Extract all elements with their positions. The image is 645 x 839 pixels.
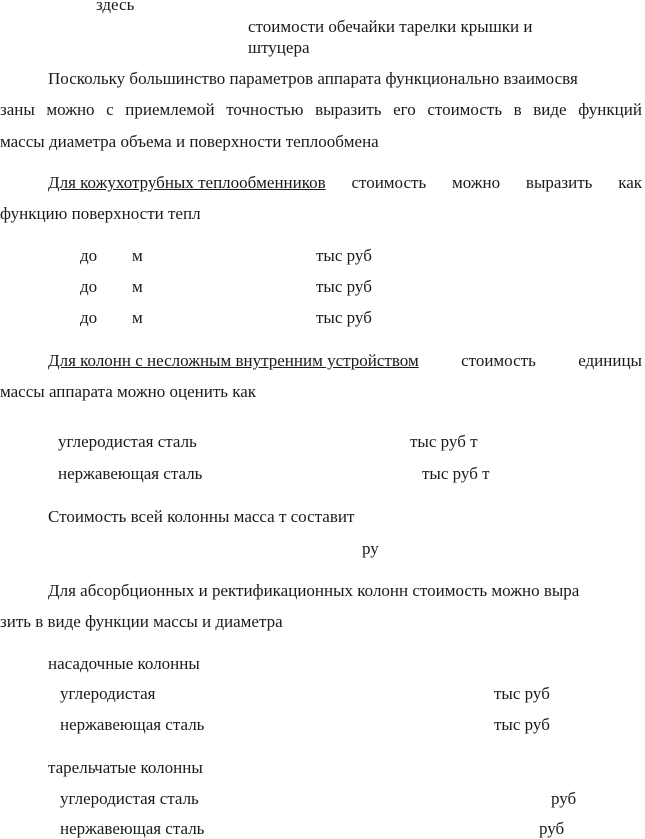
para1-line1: Поскольку большинство параметров аппарата функционально взаимосвя [48,69,578,88]
para2-line2: функцию поверхности тепл [0,204,201,223]
material-carbon-unit: тыс руб т [410,432,478,451]
para1-line2 [0,101,642,118]
para1-word: стоимость [427,100,503,119]
para2-word: как [618,173,642,192]
packed-carbon-label: углеродистая [60,684,156,703]
packed-stainless-label: нержавеющая сталь [60,715,205,734]
packed-carbon-unit: тыс руб [494,684,550,703]
para1-word: приемлемой [125,100,215,119]
hx-row2-prefix: до [80,277,98,296]
para1-word: заны [0,100,35,119]
para1-word: его [393,100,416,119]
para3-word: единицы [578,351,642,370]
para2-line1 [0,174,642,191]
tray-stainless-unit: руб [539,819,565,838]
para2-word: можно [451,173,501,192]
tray-stainless-label: нержавеющая сталь [60,819,205,838]
para4-line2: зить в виде функции массы и диаметра [0,612,283,631]
cost-components-line1: стоимости обечайки тарелки крышки и [248,17,533,36]
material-carbon-label: углеродистая сталь [58,432,197,451]
total-cost-unit: ру [362,539,379,558]
tray-carbon-label: углеродистая сталь [60,789,199,808]
para1-line3: массы диаметра объема и поверхности теплообмена [0,132,379,151]
hx-row3-prefix: до [80,308,98,327]
para1-word: точностью [226,100,304,119]
para2-word: выразить [525,173,593,192]
cost-components-line2: штуцера [248,38,310,57]
heat-exchanger-link: Для кожухотрубных теплообменников [48,173,326,192]
para4-line1: Для абсорбционных и ректификационных колонн стоимость можно выра [48,581,580,600]
hx-row2-cost: тыс руб [316,277,372,296]
word-here: здесь [96,0,135,14]
hx-row1-cost: тыс руб [316,246,372,265]
para3-word: стоимость [461,351,536,370]
hx-row1-prefix: до [80,246,98,265]
total-cost-line: Стоимость всей колонны масса т составит [48,507,355,526]
para1-word: виде [533,100,567,119]
tray-carbon-unit: руб [551,789,577,808]
hx-row3-cost: тыс руб [316,308,372,327]
para1-word: выразить [315,100,382,119]
packed-columns-heading: насадочные колонны [48,654,200,673]
hx-row2-unit: м [132,277,143,296]
packed-stainless-unit: тыс руб [494,715,550,734]
para3-line2: массы аппарата можно оценить как [0,382,257,401]
para1-word: можно [46,100,95,119]
para2-word: стоимость [351,173,427,192]
hx-row1-unit: м [132,246,143,265]
para1-word: с [106,100,114,119]
para1-word: функций [578,100,642,119]
material-stainless-label: нержавеющая сталь [58,464,203,483]
columns-link: Для колонн с несложным внутренним устройством [48,351,419,370]
hx-row3-unit: м [132,308,143,327]
material-stainless-unit: тыс руб т [422,464,490,483]
para3-line1 [0,352,642,369]
para1-word: в [513,100,522,119]
tray-columns-heading: тарельчатые колонны [48,758,203,777]
